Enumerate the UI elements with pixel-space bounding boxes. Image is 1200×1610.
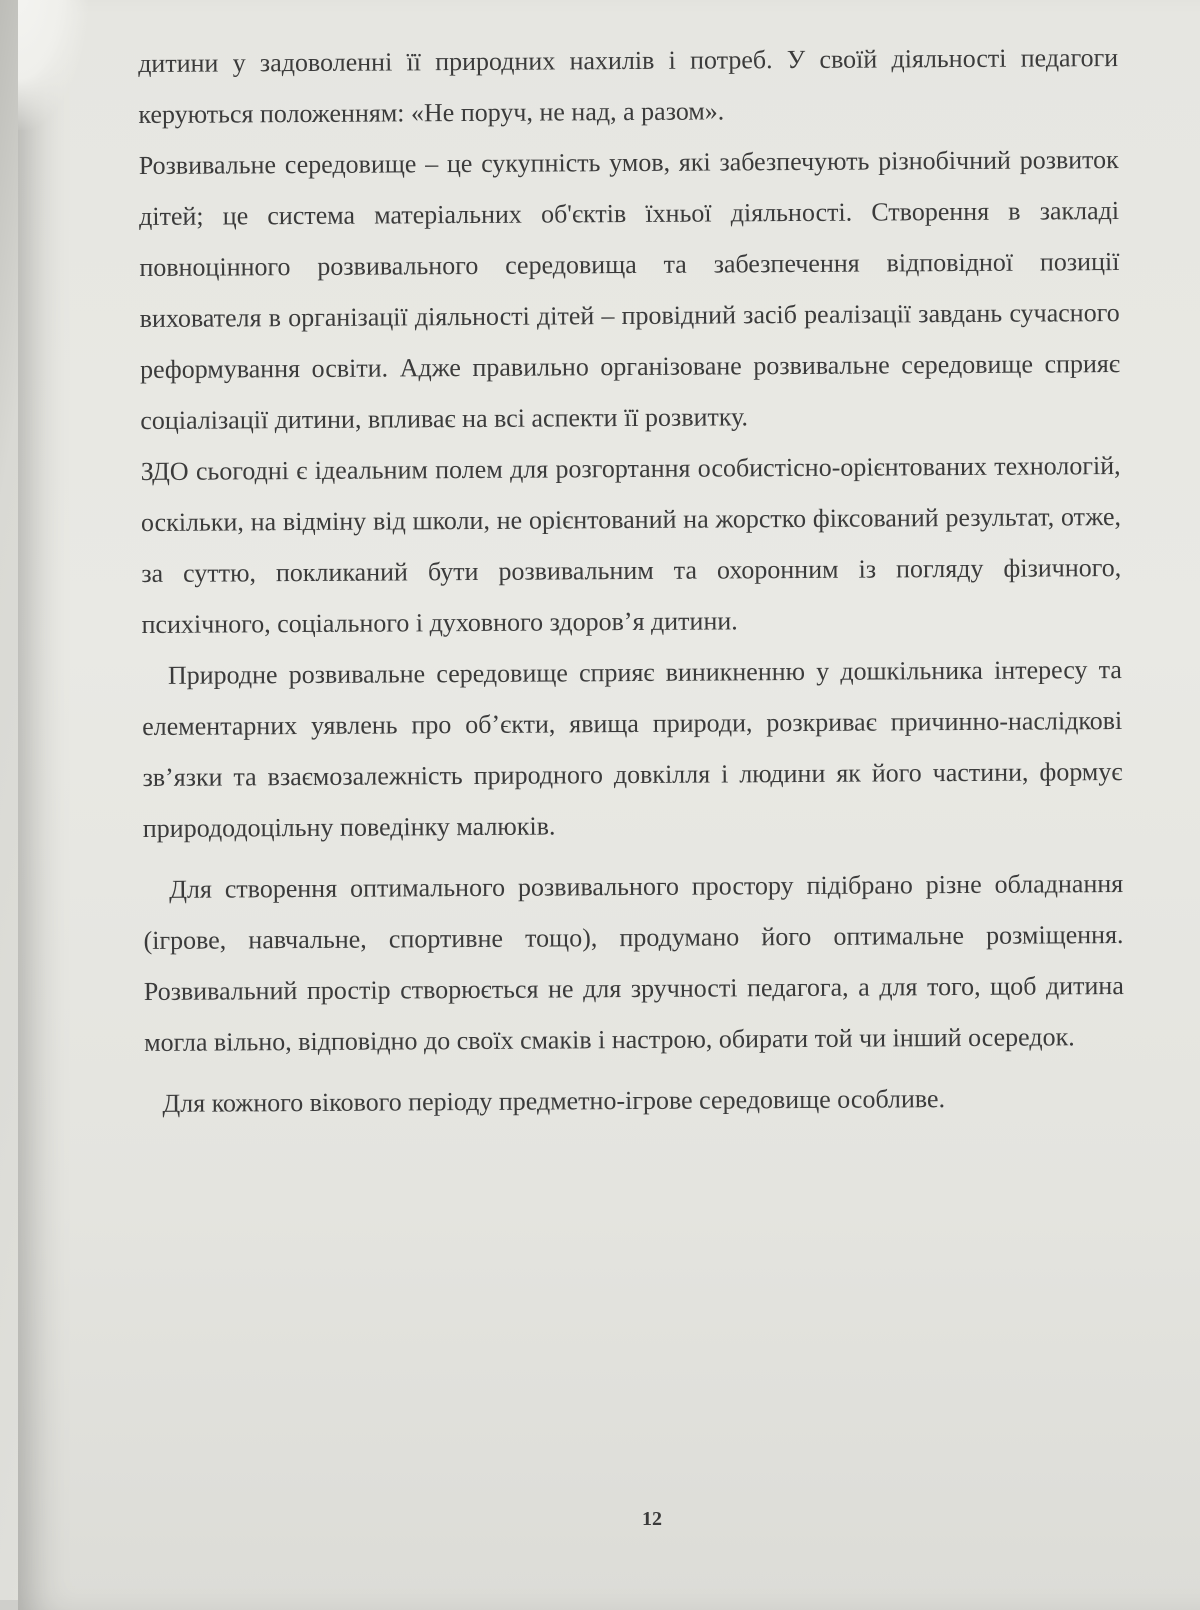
paragraph-4: Природне розвивальне середовище сприяє виникненню у дошкільника інтересу та елементарних уявлень про об’єкти, явища природи, розкриває причинно-наслідкові зв’язки та взаємозалежність природного довкілля і людини як його частини, формує природодоцільну поведінку малюків. <box>142 655 1123 843</box>
paragraph-3: ЗДО сьогодні є ідеальним полем для розгортання особистісно-орієнтованих технологій, оскільки, на відміну від школи, не орієнтований на жорстко фіксований результат, отже, за суттю, покликаний бути розвивальним та охоронним із погляду фізичного, психічного, соціального і духовного здоров’я дитини. <box>140 451 1122 639</box>
paragraph-6: Для кожного вікового періоду предметно-ігрове середовище особливе. <box>162 1084 946 1118</box>
page-curl <box>18 0 88 130</box>
paragraph-1: дитини у задоволенні її природних нахилів і потреб. У своїй діяльності педагоги керуються положенням: «Не поруч, не над, а разом». <box>138 43 1119 129</box>
document-page <box>18 0 1200 1610</box>
paragraph-2: Розвивальне середовище – це сукупність умов, які забезпечують різнобічний розвиток дітей; це система матеріальних об'єктів їхньої діяльності. Створення в закладі повноцінного розвивального середовища та забезпечення відповідної позиції вихователя в організації діяльності дітей – провідний засіб реалізації завдань сучасного реформування освіти. Адже правильно організоване розвивальне середовище сприяє соціалізації дитини, впливає на всі аспекти її розвитку. <box>138 145 1121 435</box>
page-number: 12 <box>642 1508 662 1530</box>
body-text <box>138 32 1125 1129</box>
paragraph-5: Для створення оптимального розвивального простору підібрано різне обладнання (ігрове, навчальне, спортивне тощо), продумано його оптимальне розміщення. Розвивальний простір створюється не для зручності педагога, а для того, щоб дитина могла вільно, відповідно до своїх смаків і настрою, обирати той чи інший осередок. <box>143 868 1124 1057</box>
